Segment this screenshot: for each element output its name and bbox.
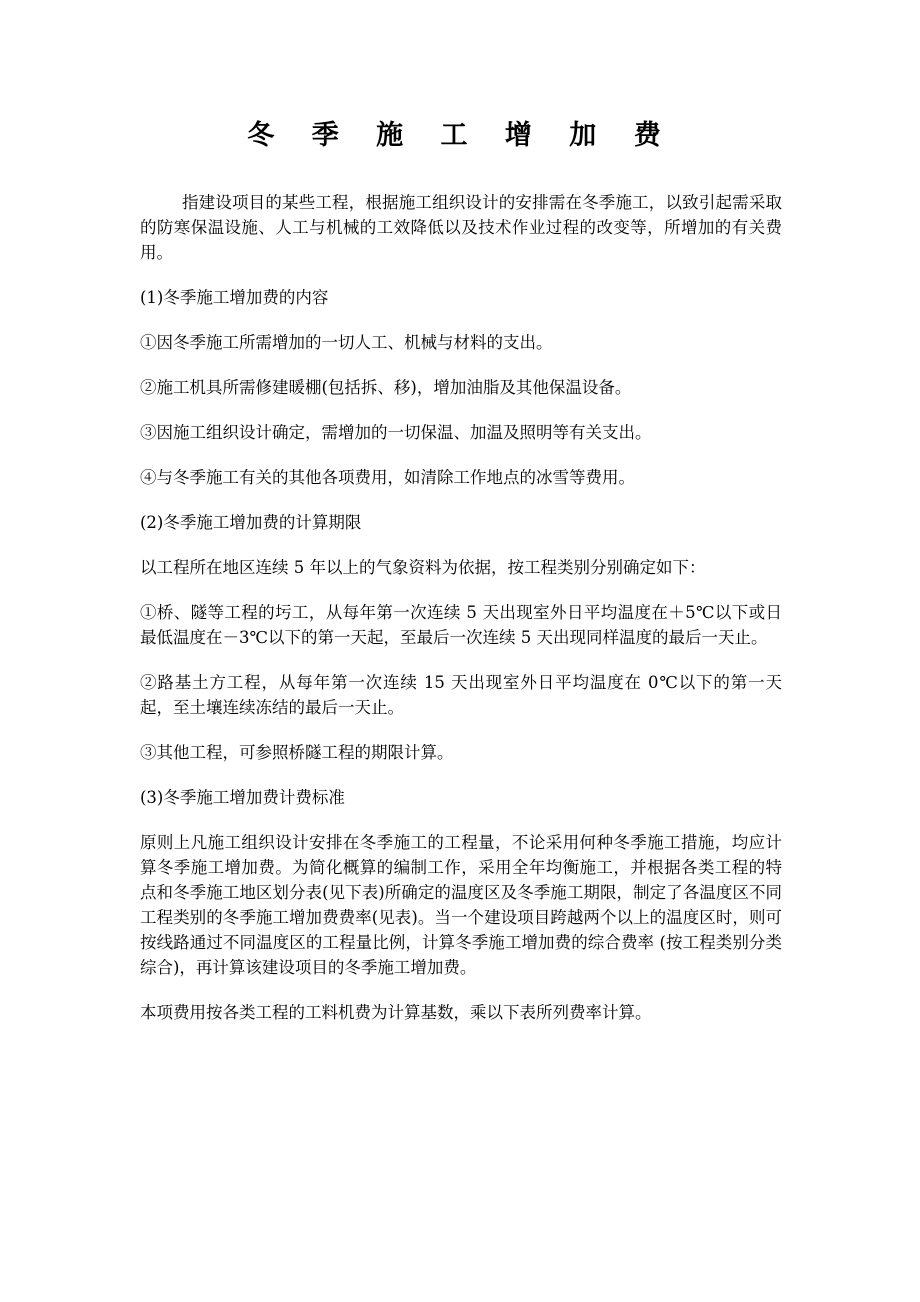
period-intro: 以工程所在地区连续 5 年以上的气象资料为依据，按工程类别分别确定如下：	[140, 558, 706, 577]
section-heading-content: (1)冬季施工增加费的内容	[140, 288, 329, 307]
section-heading-period: (2)冬季施工增加费的计算期限	[140, 513, 362, 532]
document-title: 冬 季 施 工 增 加 费	[247, 120, 675, 151]
content-item-3: ③因施工组织设计确定，需增加的一切保温、加温及照明等有关支出。	[140, 423, 652, 442]
period-item-2: ②路基土方工程，从每年第一次连续 15 天出现室外日平均温度在 0℃以下的第一天起，至土壤连续冻结的最后一天止。	[140, 673, 782, 717]
content-item-2: ②施工机具所需修建暖棚(包括拆、移)，增加油脂及其他保温设备。	[140, 378, 632, 397]
period-item-1: ①桥、隧等工程的圬工，从每年第一次连续 5 天出现室外日平均温度在＋5℃以下或日最低温度在－3℃以下的第一天起，至最后一次连续 5 天出现同样温度的最后一天止。	[140, 603, 782, 647]
period-item-3: ③其他工程，可参照桥隧工程的期限计算。	[140, 743, 454, 762]
document-page	[140, 118, 782, 1045]
standard-paragraph: 原则上凡施工组织设计安排在冬季施工的工程量，不论采用何种冬季施工措施，均应计算冬季施工增加费。为简化概算的编制工作，采用全年均衡施工，并根据各类工程的特点和冬季施工地区划分表(见下表)所确定的温度区及冬季施工期限，制定了各温度区不同工程类别的冬季施工增加费费率(见表)。当一个建设项目跨越两个以上的温度区时，则可按线路通过不同温度区的工程量比例，计算冬季施工增加费的综合费率 (按工程类别分类综合)，再计算该建设项目的冬季施工增加费。	[140, 833, 782, 977]
calculation-note: 本项费用按各类工程的工料机费为计算基数，乘以下表所列费率计算。	[140, 1003, 652, 1022]
content-item-4: ④与冬季施工有关的其他各项费用，如清除工作地点的冰雪等费用。	[140, 468, 635, 487]
content-item-1: ①因冬季施工所需增加的一切人工、机械与材料的支出。	[140, 333, 553, 352]
section-heading-standard: (3)冬季施工增加费计费标准	[140, 788, 345, 807]
intro-paragraph: 指建设项目的某些工程，根据施工组织设计的安排需在冬季施工，以致引起需采取的防寒保温设施、人工与机械的工效降低以及技术作业过程的改变等，所增加的有关费用。	[140, 193, 782, 262]
